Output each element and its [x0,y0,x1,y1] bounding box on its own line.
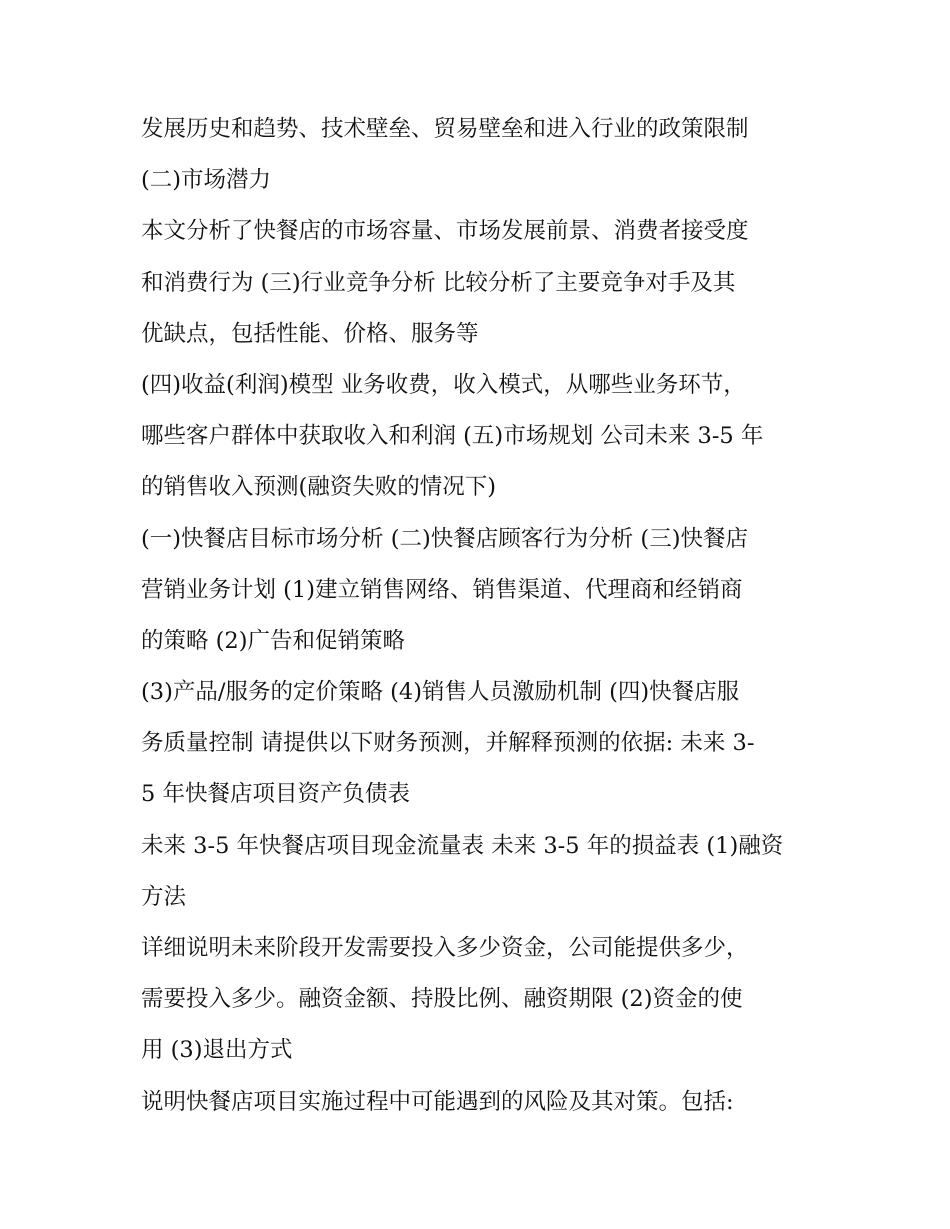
text-line: (3)产品/服务的定价策略 (4)销售人员激励机制 (四)快餐店服 [141,679,740,706]
text-line: 需要投入多少。融资金额、持股比例、融资期限 (2)资金的使 [141,986,743,1013]
section-heading: (二)市场潜力 [141,167,272,194]
text-line: (一)快餐店目标市场分析 (二)快餐店顾客行为分析 (三)快餐店 [141,525,748,552]
text-line: 营销业务计划 (1)建立销售网络、销售渠道、代理商和经销商 [141,576,743,603]
body-text [141,104,821,1128]
text-line: 详细说明未来阶段开发需要投入多少资金，公司能提供多少， [141,935,749,961]
text-line: 方法 [141,883,187,910]
text-line: 未来 3-5 年快餐店项目现金流量表 未来 3-5 年的损益表 (1)融资 [141,832,784,859]
text-line: 和消费行为 (三)行业竞争分析 比较分析了主要竞争对手及其 [141,269,736,296]
text-line: 说明快餐店项目实施过程中可能遇到的风险及其对策。包括: [141,1088,734,1115]
text-line: 的销售收入预测(融资失败的情况下) [141,474,497,501]
text-line: 的策略 (2)广告和促销策略 [141,627,406,654]
text-line: 5 年快餐店项目资产负债表 [141,781,410,808]
text-line: 哪些客户群体中获取收入和利润 (五)市场规划 公司未来 3-5 年 [141,423,764,450]
text-line: (四)收益(利润)模型 业务收费，收入模式，从哪些业务环节， [141,371,746,398]
text-line: 务质量控制 请提供以下财务预测，并解释预测的依据: 未来 3- [141,730,755,757]
text-line: 优缺点，包括性能、价格、服务等 [141,320,479,347]
text-line: 发展历史和趋势、技术壁垒、贸易壁垒和进入行业的政策限制 [141,116,749,142]
text-line: 本文分析了快餐店的市场容量、市场发展前景、消费者接受度 [141,218,749,245]
text-line: 用 (3)退出方式 [141,1037,293,1064]
